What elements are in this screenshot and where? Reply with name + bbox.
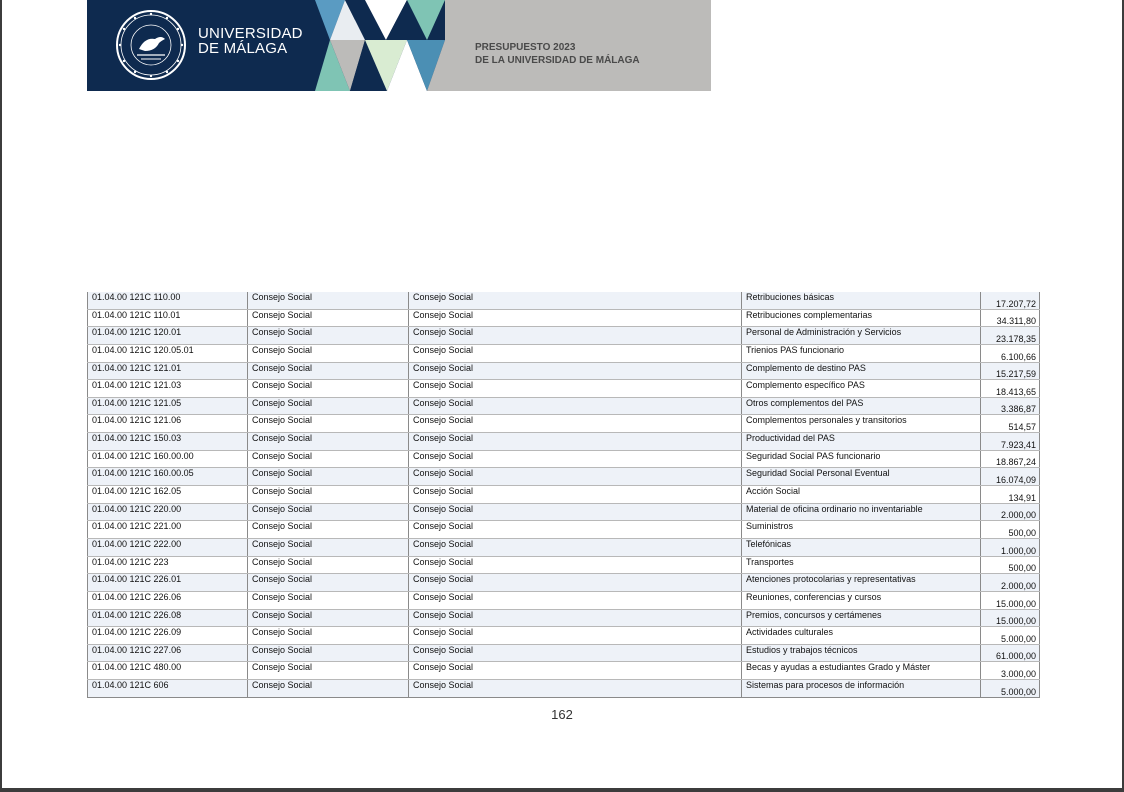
budget-code-cell: 01.04.00 121C 120.01: [88, 327, 248, 345]
budget-code-cell: 01.04.00 121C 606: [88, 680, 248, 698]
budget-code-cell: 01.04.00 121C 120.05.01: [88, 344, 248, 362]
budget-title-line2: DE LA UNIVERSIDAD DE MÁLAGA: [475, 55, 640, 66]
budget-code-cell: 01.04.00 121C 226.06: [88, 591, 248, 609]
amount-cell: 1.000,00: [981, 538, 1040, 556]
concept-cell: Seguridad Social Personal Eventual: [742, 468, 981, 486]
table-row: [88, 327, 1040, 345]
amount-cell: 2.000,00: [981, 574, 1040, 592]
budget-code-cell: 01.04.00 121C 220.00: [88, 503, 248, 521]
unit-cell: Consejo Social: [409, 503, 742, 521]
unit-cell: Consejo Social: [409, 556, 742, 574]
table-row: [88, 574, 1040, 592]
concept-cell: Atenciones protocolarias y representativas: [742, 574, 981, 592]
unit-cell: Consejo Social: [409, 574, 742, 592]
amount-cell: 5.000,00: [981, 627, 1040, 645]
unit-cell: Consejo Social: [409, 538, 742, 556]
university-name: [198, 26, 303, 56]
budget-code-cell: 01.04.00 121C 121.05: [88, 397, 248, 415]
unit-cell: Consejo Social: [409, 309, 742, 327]
amount-cell: 500,00: [981, 521, 1040, 539]
amount-cell: 500,00: [981, 556, 1040, 574]
table-row: [88, 591, 1040, 609]
organ-cell: Consejo Social: [248, 538, 409, 556]
organ-cell: Consejo Social: [248, 309, 409, 327]
organ-cell: Consejo Social: [248, 627, 409, 645]
concept-cell: Suministros: [742, 521, 981, 539]
amount-cell: 34.311,80: [981, 309, 1040, 327]
triangle-pattern: [315, 0, 445, 91]
amount-cell: 15.000,00: [981, 591, 1040, 609]
concept-cell: Premios, concursos y certámenes: [742, 609, 981, 627]
table-row: [88, 380, 1040, 398]
unit-cell: Consejo Social: [409, 380, 742, 398]
organ-cell: Consejo Social: [248, 486, 409, 504]
budget-code-cell: 01.04.00 121C 223: [88, 556, 248, 574]
unit-cell: Consejo Social: [409, 344, 742, 362]
concept-cell: Seguridad Social PAS funcionario: [742, 450, 981, 468]
table-row: [88, 609, 1040, 627]
table-row: [88, 644, 1040, 662]
unit-cell: Consejo Social: [409, 609, 742, 627]
unit-cell: Consejo Social: [409, 362, 742, 380]
table-row: [88, 538, 1040, 556]
organ-cell: Consejo Social: [248, 397, 409, 415]
organ-cell: Consejo Social: [248, 292, 409, 309]
budget-code-cell: 01.04.00 121C 121.06: [88, 415, 248, 433]
organ-cell: Consejo Social: [248, 433, 409, 451]
concept-cell: Becas y ayudas a estudiantes Grado y Máster: [742, 662, 981, 680]
amount-cell: 23.178,35: [981, 327, 1040, 345]
budget-code-cell: 01.04.00 121C 110.00: [88, 292, 248, 309]
amount-cell: 17.207,72: [981, 292, 1040, 309]
amount-cell: 15.000,00: [981, 609, 1040, 627]
concept-cell: Retribuciones complementarias: [742, 309, 981, 327]
amount-cell: 15.217,59: [981, 362, 1040, 380]
university-name-line2: DE MÁLAGA: [198, 40, 288, 57]
table-row: [88, 415, 1040, 433]
organ-cell: Consejo Social: [248, 591, 409, 609]
concept-cell: Complementos personales y transitorios: [742, 415, 981, 433]
budget-code-cell: 01.04.00 121C 160.00.00: [88, 450, 248, 468]
amount-cell: 5.000,00: [981, 680, 1040, 698]
concept-cell: Material de oficina ordinario no inventariable: [742, 503, 981, 521]
window-bottom-border: [0, 788, 1124, 792]
organ-cell: Consejo Social: [248, 362, 409, 380]
amount-cell: 18.413,65: [981, 380, 1040, 398]
concept-cell: Telefónicas: [742, 538, 981, 556]
budget-title: [475, 41, 640, 67]
amount-cell: 3.000,00: [981, 662, 1040, 680]
page-number: 162: [551, 707, 573, 722]
amount-cell: 514,57: [981, 415, 1040, 433]
budget-code-cell: 01.04.00 121C 121.03: [88, 380, 248, 398]
table-row: [88, 662, 1040, 680]
organ-cell: Consejo Social: [248, 521, 409, 539]
header-banner: [87, 0, 711, 91]
budget-code-cell: 01.04.00 121C 480.00: [88, 662, 248, 680]
amount-cell: 61.000,00: [981, 644, 1040, 662]
organ-cell: Consejo Social: [248, 556, 409, 574]
budget-table: [87, 292, 1040, 698]
budget-code-cell: 01.04.00 121C 150.03: [88, 433, 248, 451]
concept-cell: Complemento de destino PAS: [742, 362, 981, 380]
unit-cell: Consejo Social: [409, 397, 742, 415]
budget-code-cell: 01.04.00 121C 160.00.05: [88, 468, 248, 486]
budget-title-line1: PRESUPUESTO 2023: [475, 42, 576, 53]
table-row: [88, 450, 1040, 468]
concept-cell: Estudios y trabajos técnicos: [742, 644, 981, 662]
budget-code-cell: 01.04.00 121C 221.00: [88, 521, 248, 539]
amount-cell: 134,91: [981, 486, 1040, 504]
unit-cell: Consejo Social: [409, 433, 742, 451]
organ-cell: Consejo Social: [248, 450, 409, 468]
table-row: [88, 309, 1040, 327]
concept-cell: Otros complementos del PAS: [742, 397, 981, 415]
concept-cell: Complemento específico PAS: [742, 380, 981, 398]
unit-cell: Consejo Social: [409, 468, 742, 486]
unit-cell: Consejo Social: [409, 662, 742, 680]
amount-cell: 2.000,00: [981, 503, 1040, 521]
budget-code-cell: 01.04.00 121C 222.00: [88, 538, 248, 556]
unit-cell: Consejo Social: [409, 680, 742, 698]
unit-cell: Consejo Social: [409, 292, 742, 309]
organ-cell: Consejo Social: [248, 609, 409, 627]
concept-cell: Productividad del PAS: [742, 433, 981, 451]
concept-cell: Sistemas para procesos de información: [742, 680, 981, 698]
concept-cell: Retribuciones básicas: [742, 292, 981, 309]
unit-cell: Consejo Social: [409, 591, 742, 609]
table-row: [88, 521, 1040, 539]
unit-cell: Consejo Social: [409, 450, 742, 468]
table-row: [88, 680, 1040, 698]
unit-cell: Consejo Social: [409, 644, 742, 662]
table-row: [88, 486, 1040, 504]
table-row: [88, 292, 1040, 309]
amount-cell: 6.100,66: [981, 344, 1040, 362]
organ-cell: Consejo Social: [248, 662, 409, 680]
table-row: [88, 627, 1040, 645]
budget-table-body: [88, 292, 1040, 697]
table-row: [88, 397, 1040, 415]
table-row: [88, 362, 1040, 380]
amount-cell: 16.074,09: [981, 468, 1040, 486]
concept-cell: Transportes: [742, 556, 981, 574]
concept-cell: Actividades culturales: [742, 627, 981, 645]
table-row: [88, 468, 1040, 486]
organ-cell: Consejo Social: [248, 327, 409, 345]
organ-cell: Consejo Social: [248, 574, 409, 592]
unit-cell: Consejo Social: [409, 627, 742, 645]
budget-code-cell: 01.04.00 121C 226.01: [88, 574, 248, 592]
budget-code-cell: 01.04.00 121C 162.05: [88, 486, 248, 504]
budget-code-cell: 01.04.00 121C 110.01: [88, 309, 248, 327]
organ-cell: Consejo Social: [248, 468, 409, 486]
concept-cell: Trienios PAS funcionario: [742, 344, 981, 362]
table-row: [88, 433, 1040, 451]
amount-cell: 18.867,24: [981, 450, 1040, 468]
organ-cell: Consejo Social: [248, 415, 409, 433]
organ-cell: Consejo Social: [248, 380, 409, 398]
budget-code-cell: 01.04.00 121C 226.09: [88, 627, 248, 645]
amount-cell: 7.923,41: [981, 433, 1040, 451]
concept-cell: Personal de Administración y Servicios: [742, 327, 981, 345]
organ-cell: Consejo Social: [248, 344, 409, 362]
budget-code-cell: 01.04.00 121C 227.06: [88, 644, 248, 662]
concept-cell: Reuniones, conferencias y cursos: [742, 591, 981, 609]
university-seal-icon: [115, 9, 187, 81]
amount-cell: 3.386,87: [981, 397, 1040, 415]
unit-cell: Consejo Social: [409, 327, 742, 345]
table-row: [88, 556, 1040, 574]
unit-cell: Consejo Social: [409, 486, 742, 504]
table-row: [88, 503, 1040, 521]
unit-cell: Consejo Social: [409, 521, 742, 539]
concept-cell: Acción Social: [742, 486, 981, 504]
unit-cell: Consejo Social: [409, 415, 742, 433]
organ-cell: Consejo Social: [248, 503, 409, 521]
organ-cell: Consejo Social: [248, 644, 409, 662]
university-name-line1: UNIVERSIDAD: [198, 25, 303, 42]
table-row: [88, 344, 1040, 362]
budget-code-cell: 01.04.00 121C 226.08: [88, 609, 248, 627]
window-left-border: [0, 0, 2, 792]
organ-cell: Consejo Social: [248, 680, 409, 698]
budget-code-cell: 01.04.00 121C 121.01: [88, 362, 248, 380]
